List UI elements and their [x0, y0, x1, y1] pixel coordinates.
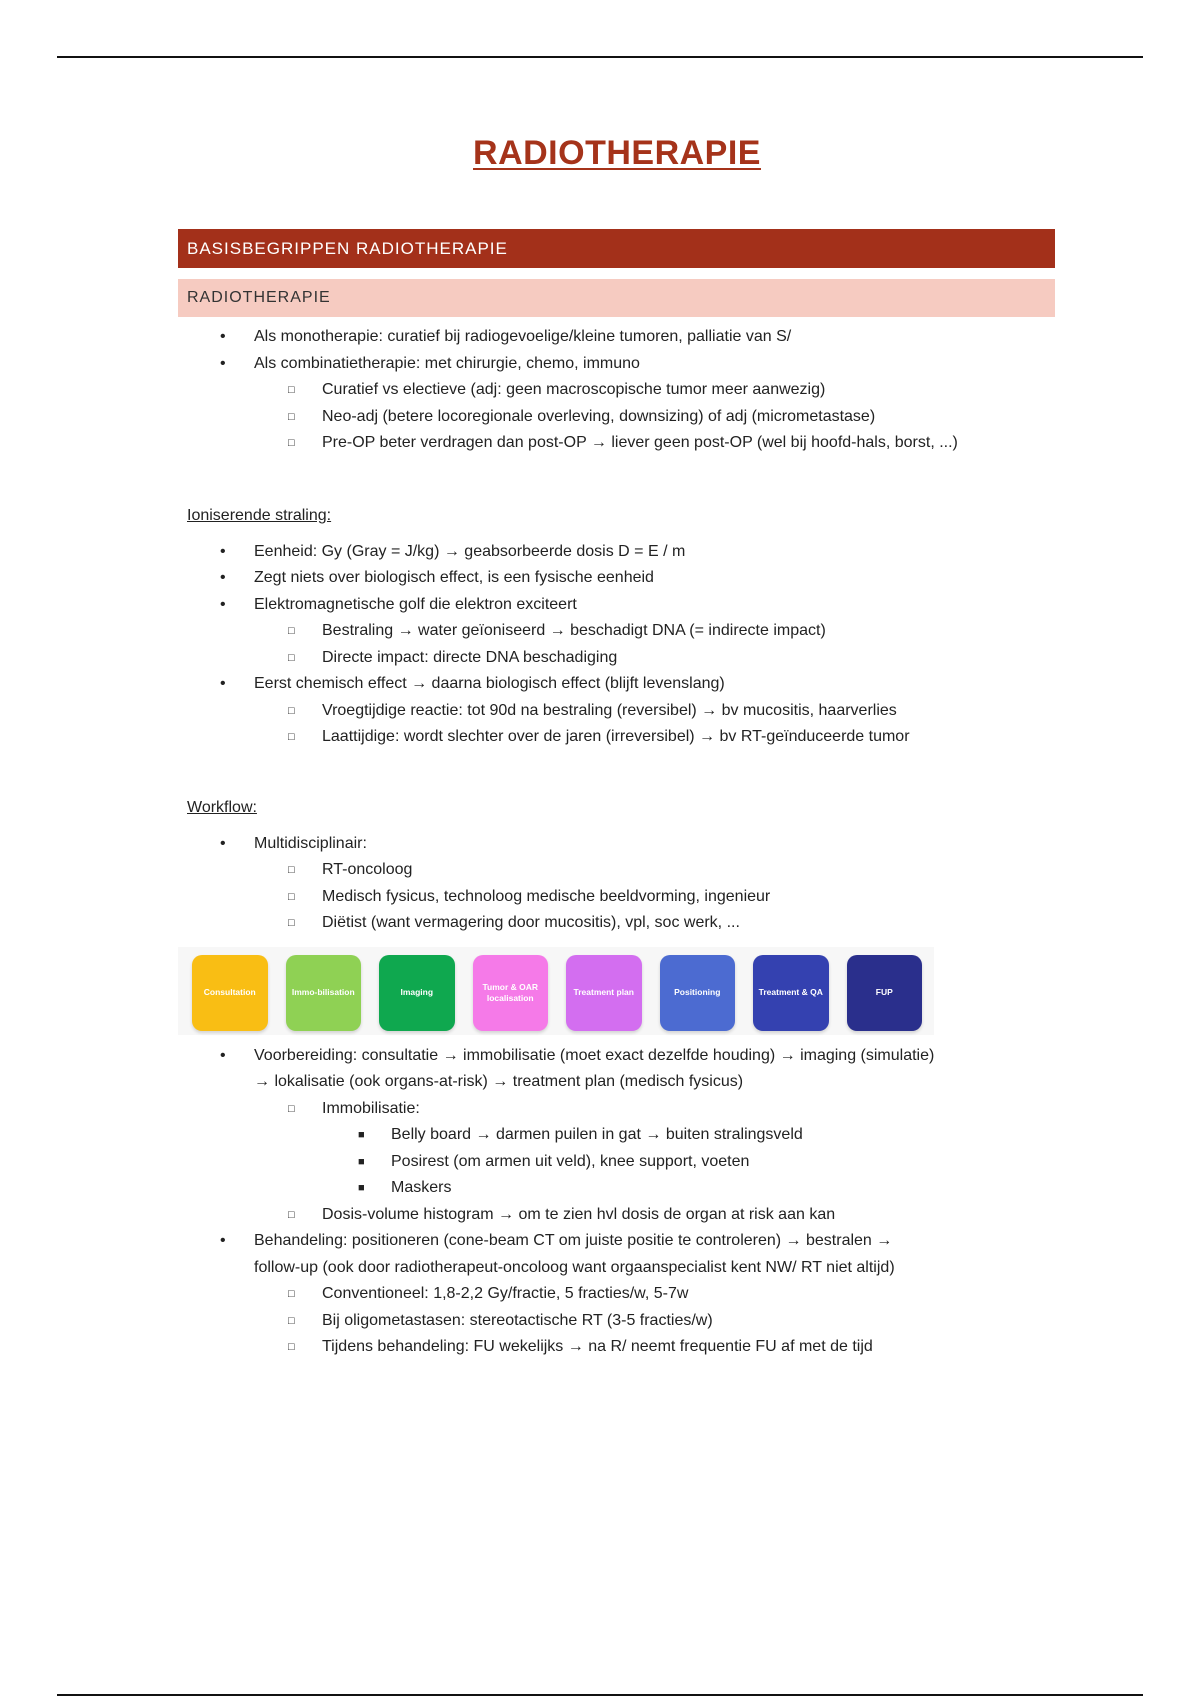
sub-list-item: □ Neo-adj (betere locoregionale overleving, downsizing) of adj (micrometastase): [178, 404, 1078, 431]
workflow-step-consultation: Consultation: [192, 955, 268, 1031]
header-rule: [57, 56, 1143, 58]
square-bullet-icon: □: [288, 731, 295, 743]
sub-sub-list-item: ■ Posirest (om armen uit veld), knee support, voeten: [178, 1149, 1078, 1176]
sub-list-item: □ Bij oligometastasen: stereotactische RT (3-5 fracties/w): [178, 1308, 1078, 1335]
square-bullet-icon: □: [288, 384, 295, 396]
workflow-step-positioning: Positioning: [660, 955, 736, 1031]
sub-list-item: □ Curatief vs electieve (adj: geen macroscopische tumor meer aanwezig): [178, 377, 1078, 404]
workflow-step-localisation: Tumor & OAR localisation: [473, 955, 549, 1031]
page-title: RADIOTHERAPIE: [473, 134, 761, 172]
sub-list-item: □ Pre-OP beter verdragen dan post-OP → liever geen post-OP (wel bij hoofd-hals, borst, ...): [178, 430, 1078, 457]
sub-list-item: □ Tijdens behandeling: FU wekelijks → na R/ neemt frequentie FU af met de tijd: [178, 1334, 1078, 1361]
bullet-icon: •: [220, 569, 226, 586]
list-item: • Multidisciplinair:: [178, 831, 1078, 858]
sub-banner: RADIOTHERAPIE: [178, 279, 1055, 317]
ioniserende-heading: Ioniserende straling:: [187, 506, 332, 524]
list-item-continuation: → lokalisatie (ook organs-at-risk) → treatment plan (medisch fysicus): [254, 1073, 744, 1090]
square-bullet-icon: □: [288, 437, 295, 449]
document-body: [178, 324, 1078, 1361]
list-item: • Als monotherapie: curatief bij radiogevoelige/kleine tumoren, palliatie van S/: [178, 324, 1078, 351]
ioniserende-list: [178, 539, 1078, 751]
square-bullet-icon: □: [288, 1288, 295, 1300]
square-bullet-icon: □: [288, 917, 295, 929]
workflow-step-fup: FUP: [847, 955, 923, 1031]
square-bullet-icon: □: [288, 1102, 295, 1115]
square-bullet-icon: □: [288, 890, 295, 903]
workflow-step-treatment-qa: Treatment & QA: [753, 955, 829, 1031]
square-bullet-icon: □: [288, 410, 295, 423]
list-item: • Elektromagnetische golf die elektron exciteert: [178, 592, 1078, 619]
workflow-step-imaging: Imaging: [379, 955, 455, 1031]
bullet-icon: •: [220, 328, 226, 345]
list-item: • Als combinatietherapie: met chirurgie, chemo, immuno: [178, 351, 1078, 378]
bullet-icon: •: [220, 834, 226, 852]
bullet-icon: •: [220, 354, 226, 372]
radiotherapie-list: [178, 324, 1078, 457]
square-bullet-icon: □: [288, 1208, 295, 1221]
square-bullet-icon: □: [288, 651, 295, 664]
list-item: • Behandeling: positioneren (cone-beam CT om juiste positie te controleren) → bestralen →: [178, 1228, 1078, 1255]
sub-list-item: □ Laattijdige: wordt slechter over de jaren (irreversibel) → bv RT-geïnduceerde tumor: [178, 724, 1078, 751]
sub-sub-list-item: ■ Maskers: [178, 1175, 1078, 1202]
sub-list-item: □ Diëtist (want vermagering door mucositis), vpl, soc werk, ...: [178, 910, 1078, 937]
list-item: • Eenheid: Gy (Gray = J/kg) → geabsorbeerde dosis D = E / m: [178, 539, 1078, 566]
section-banner: BASISBEGRIPPEN RADIOTHERAPIE: [178, 229, 1055, 268]
sub-list-item: □ Directe impact: directe DNA beschadiging: [178, 645, 1078, 672]
workflow-step-treatment-plan: Treatment plan: [566, 955, 642, 1031]
square-bullet-icon: □: [288, 864, 295, 876]
filled-square-bullet-icon: ■: [358, 1182, 365, 1194]
list-item: • Eerst chemisch effect → daarna biologisch effect (blijft levenslang): [178, 671, 1078, 698]
sub-sub-list-item: ■ Belly board → darmen puilen in gat → buiten stralingsveld: [178, 1122, 1078, 1149]
square-bullet-icon: □: [288, 625, 295, 637]
workflow-list: [178, 831, 1078, 937]
bullet-icon: •: [220, 1232, 226, 1249]
sub-list-item: □ Immobilisatie:: [178, 1096, 1078, 1123]
sub-list-item: □ Vroegtijdige reactie: tot 90d na bestraling (reversibel) → bv mucositis, haarverlies: [178, 698, 1078, 725]
filled-square-bullet-icon: ■: [358, 1155, 365, 1168]
bullet-icon: •: [220, 542, 226, 560]
bullet-icon: •: [220, 1046, 226, 1064]
sub-list-item: □ Bestraling → water geïoniseerd → beschadigt DNA (= indirecte impact): [178, 618, 1078, 645]
square-bullet-icon: □: [288, 1341, 295, 1353]
workflow-heading: Workflow:: [187, 798, 257, 816]
list-item: • Voorbereiding: consultatie → immobilisatie (moet exact dezelfde houding) → imaging (simulatie): [178, 1043, 1078, 1070]
list-item-continuation: follow-up (ook door radiotherapeut-oncoloog want orgaanspecialist kent NW/ RT niet altijd): [254, 1258, 895, 1276]
square-bullet-icon: □: [288, 1314, 295, 1327]
workflow-details-list: [178, 1043, 1078, 1361]
sub-list-item: □ Medisch fysicus, technoloog medische beeldvorming, ingenieur: [178, 884, 1078, 911]
bullet-icon: •: [220, 675, 226, 692]
sub-list-item: □ Dosis-volume histogram → om te zien hvl dosis de organ at risk aan kan: [178, 1202, 1078, 1229]
list-item: • Zegt niets over biologisch effect, is een fysische eenheid: [178, 565, 1078, 592]
workflow-step-immobilisation: Immo-bilisation: [286, 955, 362, 1031]
square-bullet-icon: □: [288, 704, 295, 717]
sub-list-item: □ RT-oncoloog: [178, 857, 1078, 884]
filled-square-bullet-icon: ■: [358, 1129, 365, 1141]
sub-list-item: □ Conventioneel: 1,8-2,2 Gy/fractie, 5 fracties/w, 5-7w: [178, 1281, 1078, 1308]
bullet-icon: •: [220, 595, 226, 613]
workflow-diagram: [178, 947, 934, 1035]
footer-rule: [57, 1694, 1143, 1696]
